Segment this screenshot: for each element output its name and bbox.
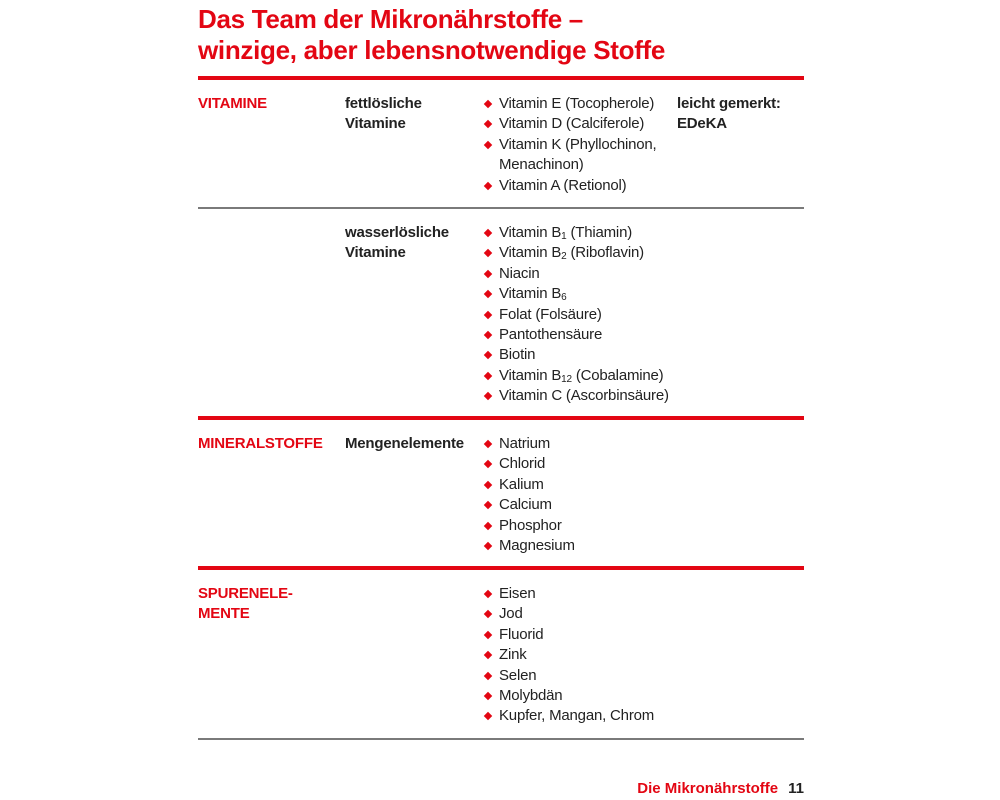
item-text: Kupfer, Mangan, Chrom	[499, 707, 655, 725]
item-text-main: Vitamin B	[499, 244, 562, 262]
mineral-list	[483, 434, 575, 556]
page-footer	[637, 779, 804, 799]
item-text: Eisen	[499, 585, 536, 602]
red-diamond-bullet-icon	[483, 140, 493, 150]
red-diamond-bullet-icon	[483, 609, 493, 619]
subscript: 6	[561, 292, 567, 304]
item-text-suffix: (Thiamin)	[566, 224, 633, 241]
red-diamond-bullet-icon	[483, 541, 493, 551]
item-text-main: Vitamin B	[499, 224, 562, 241]
category-line: SPURENELE-	[198, 585, 293, 602]
list-item	[483, 243, 669, 263]
item-text: Magnesium	[499, 537, 575, 555]
subcategory-label-mengenelemente: Mengenelemente	[345, 435, 464, 452]
subcategory-line: fettlösliche	[345, 95, 422, 112]
running-footer-title: Die Mikronährstoffe	[637, 780, 779, 797]
red-diamond-bullet-icon	[483, 269, 493, 279]
item-text-main: Vitamin B	[499, 366, 562, 384]
subcategory-line: Vitamine	[345, 244, 406, 262]
item-text: Vitamin K (Phyllochinon,	[499, 135, 657, 153]
mnemonic-note	[677, 94, 807, 135]
item-text: Vitamin C (Ascorbinsäure)	[499, 387, 669, 405]
list-item	[483, 386, 669, 406]
list-item	[483, 325, 669, 345]
subscript: 12	[561, 373, 572, 385]
subcategory-line: Vitamine	[345, 115, 406, 133]
category-line: MENTE	[198, 605, 250, 622]
red-diamond-bullet-icon	[483, 371, 493, 381]
red-diamond-bullet-icon	[483, 630, 493, 640]
list-item	[483, 625, 654, 645]
list-item	[483, 454, 575, 474]
red-diamond-bullet-icon	[483, 480, 493, 490]
red-diamond-bullet-icon	[483, 119, 493, 129]
subcategory-line: wasserlösliche	[345, 224, 449, 241]
item-text	[499, 223, 669, 243]
red-diamond-bullet-icon	[483, 99, 493, 109]
red-diamond-bullet-icon	[483, 459, 493, 469]
list-item	[483, 706, 654, 726]
trace-element-list	[483, 584, 654, 727]
item-text-suffix: (Riboflavin)	[566, 244, 644, 262]
red-diamond-bullet-icon	[483, 589, 493, 599]
item-text: Jod	[499, 605, 523, 623]
item-text: Kalium	[499, 475, 544, 493]
item-text: Selen	[499, 666, 537, 684]
list-item	[483, 366, 669, 386]
list-item	[483, 284, 669, 304]
red-diamond-bullet-icon	[483, 289, 493, 299]
list-item	[483, 114, 657, 134]
list-item	[483, 495, 575, 515]
item-text: Vitamin E (Tocopherole)	[499, 95, 655, 112]
red-diamond-bullet-icon	[483, 500, 493, 510]
list-item	[483, 584, 654, 604]
category-label-spurenelemente	[198, 584, 338, 624]
page-title-line-1: Das Team der Mikronährstoffe –	[198, 4, 583, 34]
category-label-vitamine: VITAMINE	[198, 95, 267, 112]
red-diamond-bullet-icon	[483, 330, 493, 340]
item-text	[499, 366, 669, 386]
list-item	[483, 135, 657, 176]
list-item	[483, 666, 654, 686]
red-diamond-bullet-icon	[483, 691, 493, 701]
item-text: Natrium	[499, 435, 551, 452]
item-text-main: Vitamin B	[499, 285, 562, 303]
red-diamond-bullet-icon	[483, 248, 493, 258]
subcategory-label-fat-soluble	[345, 94, 485, 135]
red-diamond-bullet-icon	[483, 310, 493, 320]
page-title	[198, 4, 665, 66]
item-text: Calcium	[499, 496, 552, 514]
fat-soluble-vitamin-list	[483, 94, 657, 196]
item-text	[499, 243, 669, 263]
item-text: Vitamin D (Calciferole)	[499, 115, 645, 133]
red-divider	[198, 566, 804, 570]
item-text	[499, 284, 669, 304]
list-item	[483, 536, 575, 556]
list-item	[483, 94, 657, 114]
red-diamond-bullet-icon	[483, 350, 493, 360]
red-diamond-bullet-icon	[483, 711, 493, 721]
red-diamond-bullet-icon	[483, 439, 493, 449]
list-item	[483, 223, 669, 243]
item-text: Molybdän	[499, 687, 563, 705]
item-text: Fluorid	[499, 625, 544, 643]
subscript: 2	[561, 251, 567, 263]
red-diamond-bullet-icon	[483, 228, 493, 238]
item-text: Vitamin A (Retionol)	[499, 176, 627, 194]
red-diamond-bullet-icon	[483, 391, 493, 401]
item-text: Folat (Folsäure)	[499, 305, 602, 323]
page-number: 11	[788, 780, 804, 797]
list-item	[483, 305, 669, 325]
red-diamond-bullet-icon	[483, 671, 493, 681]
list-item	[483, 686, 654, 706]
page-title-line-2: winzige, aber lebensnotwendige Stoffe	[198, 35, 666, 65]
red-diamond-bullet-icon	[483, 181, 493, 191]
subcategory-label-water-soluble	[345, 223, 485, 264]
item-text: Chlorid	[499, 455, 546, 473]
list-item	[483, 604, 654, 624]
item-text-suffix: (Cobalamine)	[571, 366, 664, 384]
list-item	[483, 345, 669, 365]
bottom-gray-rule	[198, 738, 804, 740]
top-red-rule	[198, 76, 804, 80]
item-text-continued: Menachinon)	[499, 156, 584, 174]
list-item	[483, 264, 669, 284]
list-item	[483, 475, 575, 495]
item-text: Niacin	[499, 264, 540, 282]
item-text: Zink	[499, 646, 527, 664]
item-text: Pantothensäure	[499, 326, 603, 344]
item-text: Phosphor	[499, 516, 562, 534]
list-item	[483, 434, 575, 454]
list-item	[483, 645, 654, 665]
mnemonic-word: EDeKA	[677, 115, 727, 133]
red-diamond-bullet-icon	[483, 650, 493, 660]
red-diamond-bullet-icon	[483, 521, 493, 531]
category-label-mineralstoffe: MINERALSTOFFE	[198, 435, 323, 452]
gray-divider	[198, 207, 804, 209]
subscript: 1	[561, 231, 567, 242]
mnemonic-label: leicht gemerkt:	[677, 95, 781, 112]
item-text: Biotin	[499, 346, 536, 364]
water-soluble-vitamin-list	[483, 223, 669, 407]
red-divider	[198, 416, 804, 420]
list-item	[483, 516, 575, 536]
list-item	[483, 176, 657, 196]
